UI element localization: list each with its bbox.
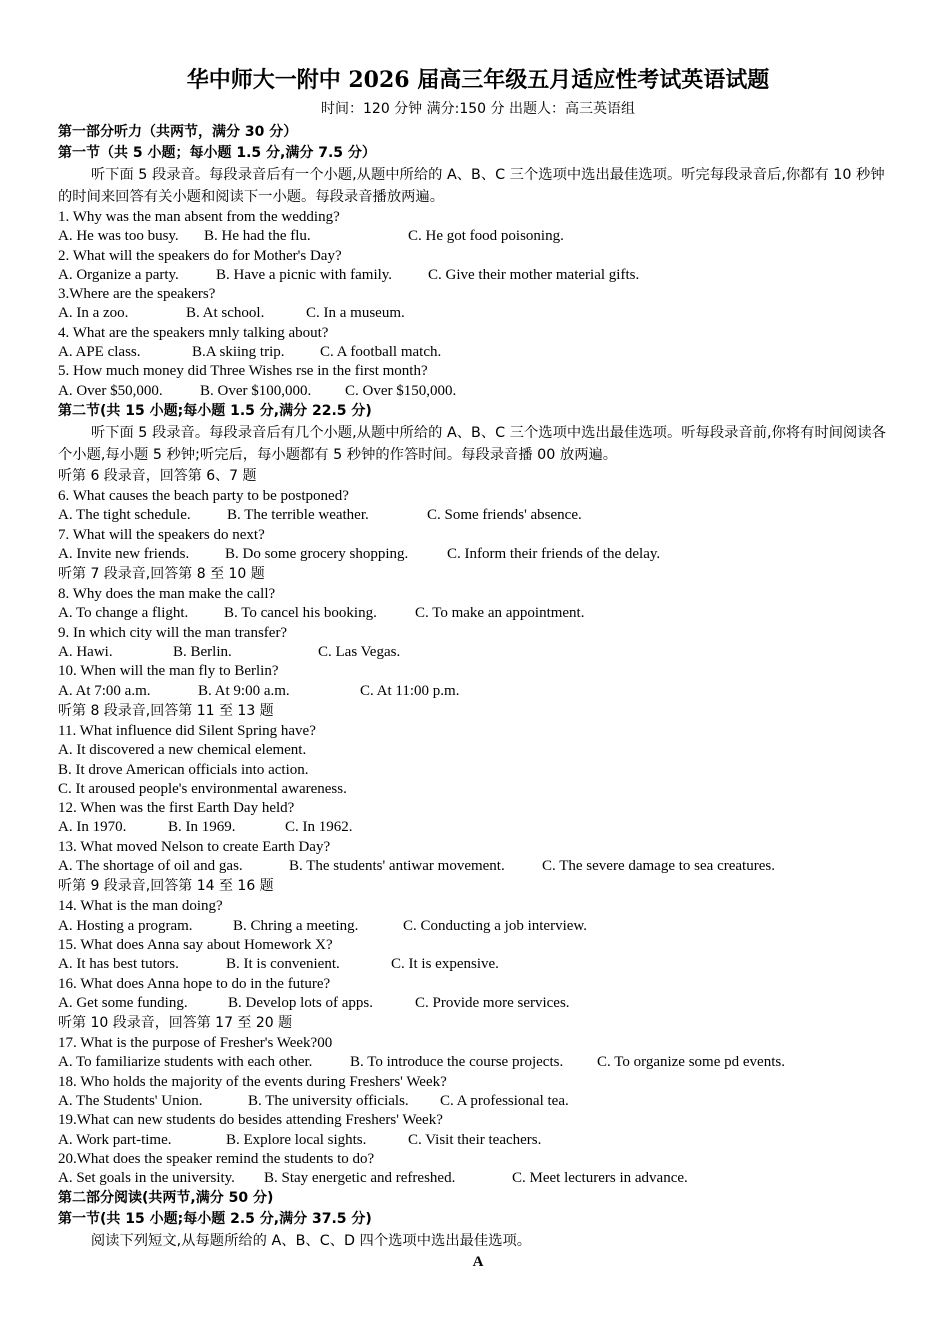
question-stem: 9. In which city will the man transfer? bbox=[58, 624, 288, 641]
answer-option: C. It is expensive. bbox=[391, 956, 499, 973]
answer-option: C. It aroused people's environmental awareness. bbox=[58, 780, 347, 797]
answer-option: A. At 7:00 a.m. bbox=[58, 682, 151, 699]
part1-section2-instruction: 听下面 5 段录音。每段录音后有几个小题,从题中所给的 A、B、C 三个选项中选出最佳选项。听每段录音前,你将有时间阅读各个小题,每小题 5 秒钟;听完后，每小题都有 5 秒钟的作答时间。每段录音播 00 放两遍。 bbox=[58, 424, 886, 463]
answer-options bbox=[58, 506, 898, 525]
question-stem: 7. What will the speakers do next? bbox=[58, 526, 265, 543]
answer-options bbox=[58, 955, 898, 974]
answer-option: B. The students' antiwar movement. bbox=[289, 858, 505, 875]
answer-option: C. Meet lecturers in advance. bbox=[512, 1170, 688, 1187]
answer-options bbox=[58, 682, 898, 701]
question-stem: 4. What are the speakers mnly talking about? bbox=[58, 324, 329, 341]
question-stem: 5. How much money did Three Wishes rse in the first month? bbox=[58, 363, 428, 380]
answer-option: B. He had the flu. bbox=[204, 228, 311, 245]
part1-section2-heading: 第二节(共 15 小题;每小题 1.5 分,满分 22.5 分) bbox=[58, 402, 372, 419]
part1-section1-instruction: 听下面 5 段录音。每段录音后有一个小题,从题中所给的 A、B、C 三个选项中选出最佳选项。听完每段录音后,你都有 10 秒钟的时间来回答有关小题和阅读下一小题。每段录音播放两遍。 bbox=[58, 167, 885, 205]
question-stem: 19.What can new students do besides attending Freshers' Week? bbox=[58, 1112, 443, 1129]
answer-option: B. To introduce the course projects. bbox=[350, 1054, 564, 1071]
answer-option: B. Have a picnic with family. bbox=[216, 266, 393, 283]
answer-option: C. Give their mother material gifts. bbox=[428, 266, 640, 283]
question-stem: 2. What will the speakers do for Mother's Day? bbox=[58, 247, 342, 264]
answer-option: A. Invite new friends. bbox=[58, 545, 190, 562]
answer-option: A. The Students' Union. bbox=[58, 1092, 203, 1109]
answer-option: C. The severe damage to sea creatures. bbox=[542, 858, 775, 875]
answer-option: A. Organize a party. bbox=[58, 266, 179, 283]
answer-option: A. Work part-time. bbox=[58, 1131, 172, 1148]
question-stem: 13. What moved Nelson to create Earth Day? bbox=[58, 838, 331, 855]
part2-section1-instruction: 阅读下列短文,从每题所给的 A、B、C、D 四个选项中选出最佳选项。 bbox=[90, 1233, 532, 1250]
question-stem: 6. What causes the beach party to be postponed? bbox=[58, 487, 349, 504]
answer-option: C. A professional tea. bbox=[440, 1092, 569, 1109]
answer-option: B. Explore local sights. bbox=[226, 1131, 367, 1148]
question-stem: 10. When will the man fly to Berlin? bbox=[58, 663, 279, 680]
answer-options bbox=[58, 1131, 898, 1150]
answer-option: C. He got food poisoning. bbox=[408, 228, 564, 245]
answer-options bbox=[58, 545, 898, 564]
answer-options bbox=[58, 343, 898, 362]
answer-option: B. It is convenient. bbox=[226, 956, 340, 973]
answer-option: C. Some friends' absence. bbox=[427, 507, 582, 524]
answer-options bbox=[58, 1053, 898, 1072]
answer-option: B. The terrible weather. bbox=[227, 507, 369, 524]
answer-option: C. To organize some pd events. bbox=[597, 1054, 785, 1071]
answer-option: A. To change a flight. bbox=[58, 605, 189, 622]
answer-options bbox=[58, 304, 898, 323]
answer-option: A. The shortage of oil and gas. bbox=[58, 858, 243, 875]
answer-option: A. Get some funding. bbox=[58, 994, 188, 1011]
answer-option: C. Las Vegas. bbox=[318, 644, 401, 661]
answer-options bbox=[58, 266, 898, 285]
answer-option: B. In 1969. bbox=[168, 819, 236, 836]
answer-option: A. Hosting a program. bbox=[58, 917, 193, 934]
answer-option: C. Conducting a job interview. bbox=[403, 917, 587, 934]
answer-option: C. To make an appointment. bbox=[415, 605, 585, 622]
answer-options bbox=[58, 643, 898, 662]
group-heading: 听第 10 段录音，回答第 17 至 20 题 bbox=[58, 1015, 293, 1032]
question-stem: 18. Who holds the majority of the events during Freshers' Week? bbox=[58, 1073, 447, 1090]
answer-options bbox=[58, 382, 898, 401]
answer-option: B. At school. bbox=[186, 305, 265, 322]
answer-option: B.A skiing trip. bbox=[192, 344, 285, 361]
answer-option: A. In 1970. bbox=[58, 819, 127, 836]
question-stem: 14. What is the man doing? bbox=[58, 898, 223, 915]
answer-options bbox=[58, 1092, 898, 1111]
answer-option: A. The tight schedule. bbox=[58, 507, 191, 524]
answer-option: A. Set goals in the university. bbox=[58, 1170, 235, 1187]
group-heading: 听第 9 段录音,回答第 14 至 16 题 bbox=[58, 878, 274, 895]
question-stem: 12. When was the first Earth Day held? bbox=[58, 800, 295, 817]
answer-options bbox=[58, 917, 898, 936]
answer-option: B. Over $100,000. bbox=[200, 382, 312, 399]
answer-option: B. The university officials. bbox=[248, 1092, 409, 1109]
answer-options bbox=[58, 604, 898, 623]
group-heading: 听第 7 段录音,回答第 8 至 10 题 bbox=[58, 566, 265, 583]
question-stem: 1. Why was the man absent from the wedding? bbox=[58, 209, 340, 225]
part1-heading: 第一部分听力（共两节，满分 30 分） bbox=[58, 124, 298, 140]
group-heading: 听第 8 段录音,回答第 11 至 13 题 bbox=[58, 702, 274, 719]
answer-option: A. Hawi. bbox=[58, 644, 113, 661]
answer-option: C. Visit their teachers. bbox=[408, 1131, 542, 1148]
part1-section1-heading: 第一节（共 5 小题；每小题 1.5 分,满分 7.5 分） bbox=[58, 145, 376, 161]
answer-option: A. He was too busy. bbox=[58, 228, 179, 245]
answer-option: C. Over $150,000. bbox=[345, 382, 457, 399]
group-heading: 听第 6 段录音，回答第 6、7 题 bbox=[58, 467, 257, 484]
answer-option: C. Provide more services. bbox=[415, 994, 570, 1011]
answer-option: A. To familiarize students with each other. bbox=[58, 1054, 313, 1071]
part2-section1-heading: 第一节(共 15 小题;每小题 2.5 分,满分 37.5 分) bbox=[58, 1211, 372, 1228]
answer-option: B. Stay energetic and refreshed. bbox=[264, 1170, 456, 1187]
question-stem: 3.Where are the speakers? bbox=[58, 286, 216, 303]
answer-option: C. Inform their friends of the delay. bbox=[447, 545, 661, 562]
answer-option: B. Develop lots of apps. bbox=[228, 994, 373, 1011]
answer-option: C. In a museum. bbox=[306, 305, 405, 322]
answer-option: B. Berlin. bbox=[173, 644, 232, 661]
exam-title: 华中师大一附中 2026 届高三年级五月适应性考试英语试题 bbox=[186, 67, 770, 93]
answer-option: B. At 9:00 a.m. bbox=[198, 682, 290, 699]
question-stem: 16. What does Anna hope to do in the future? bbox=[58, 975, 331, 992]
answer-option: A. It discovered a new chemical element. bbox=[58, 742, 307, 759]
answer-option: A. Over $50,000. bbox=[58, 382, 163, 399]
answer-options bbox=[58, 1169, 898, 1188]
question-stem: 20.What does the speaker remind the students to do? bbox=[58, 1150, 375, 1167]
answer-option: C. A football match. bbox=[320, 344, 442, 361]
passage-label: A bbox=[472, 1254, 484, 1271]
answer-options bbox=[58, 994, 898, 1013]
answer-option: A. In a zoo. bbox=[58, 305, 129, 322]
answer-options bbox=[58, 227, 898, 246]
answer-option: B. To cancel his booking. bbox=[224, 605, 377, 622]
answer-options bbox=[58, 857, 898, 876]
question-stem: 11. What influence did Silent Spring have? bbox=[58, 722, 316, 739]
question-stem: 8. Why does the man make the call? bbox=[58, 586, 276, 603]
answer-option: C. At 11:00 p.m. bbox=[360, 682, 460, 699]
answer-option: B. Chring a meeting. bbox=[233, 917, 359, 934]
answer-option: A. It has best tutors. bbox=[58, 956, 179, 973]
answer-option: B. Do some grocery shopping. bbox=[225, 545, 409, 562]
exam-subtitle: 时间：120 分钟 满分:150 分 出题人：高三英语组 bbox=[321, 101, 635, 117]
question-stem: 15. What does Anna say about Homework X? bbox=[58, 936, 333, 953]
part2-heading: 第二部分阅读(共两节,满分 50 分) bbox=[58, 1190, 274, 1207]
question-stem: 17. What is the purpose of Fresher's Week?00 bbox=[58, 1035, 333, 1052]
answer-option: A. APE class. bbox=[58, 344, 141, 361]
answer-options bbox=[58, 818, 898, 837]
answer-option: B. It drove American officials into action. bbox=[58, 761, 309, 778]
answer-option: C. In 1962. bbox=[285, 819, 353, 836]
